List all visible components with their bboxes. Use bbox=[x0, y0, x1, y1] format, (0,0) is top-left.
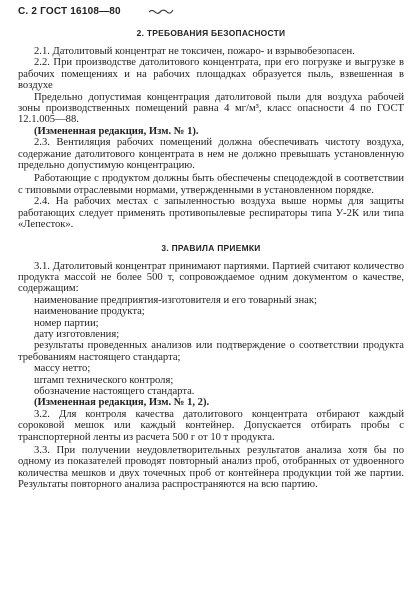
amendment-note-1: (Измененная редакция, Изм. № 1). bbox=[34, 125, 199, 137]
stamp-scribble-icon bbox=[148, 8, 174, 14]
list-item-product-name: наименование продукта; bbox=[34, 306, 145, 318]
header-text: С. 2 ГОСТ 16108—80 bbox=[18, 6, 121, 17]
list-item-standard: обозначение настоящего стандарта. bbox=[34, 385, 195, 397]
list-item-lot-number: номер партии; bbox=[34, 317, 99, 329]
paragraph-3-1: 3.1. Датолитовый концентрат принимают партиями. Партией считают количество продукта массой не более 500 т, сопровождаемое одним документом о качестве, содержащим: bbox=[18, 260, 404, 295]
section-title-safety: 2. ТРЕБОВАНИЯ БЕЗОПАСНОСТИ bbox=[136, 28, 286, 38]
document-body bbox=[18, 28, 404, 491]
amendment-note-2: (Измененная редакция, Изм. № 1, 2). bbox=[34, 397, 210, 409]
list-item-net-mass: массу нетто; bbox=[34, 363, 91, 375]
paragraph-3-3: 3.3. При получении неудовлетворительных результатов анализа хотя бы по одному из показателей проводят повторный анализ проб, отобранных от удвоенного количества мешков и двух точечных проб от контейнера продукции той же партии. Результаты повторного анализа распространяются на всю партию. bbox=[18, 445, 404, 491]
paragraph-2-2-limit: Предельно допустимая концентрация датолитовой пыли для воздуха рабочей зоны производственных помещений равна 4 мг/м³, класс опасности 4 по ГОСТ 12.1.005—88. bbox=[18, 91, 404, 126]
section-title-acceptance: 3. ПРАВИЛА ПРИЕМКИ bbox=[161, 242, 261, 253]
paragraph-2-3: 2.3. Вентиляция рабочих помещений должна обеспечивать чистоту воздуха, содержание датолитового концентрата в нем не должно превышать установленную предельно допустимую концентрацию. bbox=[18, 137, 404, 172]
paragraph-3-2: 3.2. Для контроля качества датолитового концентрата отбирают каждый сороковой мешок или каждый контейнер. Допускается отбирать пробы с транспортерной ленты из расчета 500 г от 10 т продукта. bbox=[18, 408, 404, 443]
list-item-date: дату изготовления; bbox=[34, 328, 120, 340]
list-item-results: результаты проведенных анализов или подтверждение о соответствии продукта требованиям настоящего стандарта; bbox=[18, 340, 404, 363]
list-item-stamp: штамп технического контроля; bbox=[34, 374, 174, 386]
paragraph-2-2: 2.2. При производстве датолитового концентрата, при его погрузке и выгрузке в рабочих помещениях и на рабочих площадках образуется пыль, взвешенная в воздухе bbox=[18, 57, 404, 92]
paragraph-2-3-clothing: Работающие с продуктом должны быть обеспечены спецодеждой в соответствии с типовыми отраслевыми нормами, утвержденными в установленном порядке. bbox=[18, 173, 404, 196]
paragraph-2-1: 2.1. Датолитовый концентрат не токсичен, пожаро- и взрывобезопасен. bbox=[34, 46, 355, 57]
page-header bbox=[18, 6, 174, 17]
list-item-manufacturer: наименование предприятия-изготовителя и его товарный знак; bbox=[34, 294, 317, 306]
paragraph-2-4: 2.4. На рабочих местах с запыленностью воздуха выше нормы для защиты работающих следует применять противопылевые респираторы типа У-2К или типа «Лепесток». bbox=[18, 196, 404, 231]
